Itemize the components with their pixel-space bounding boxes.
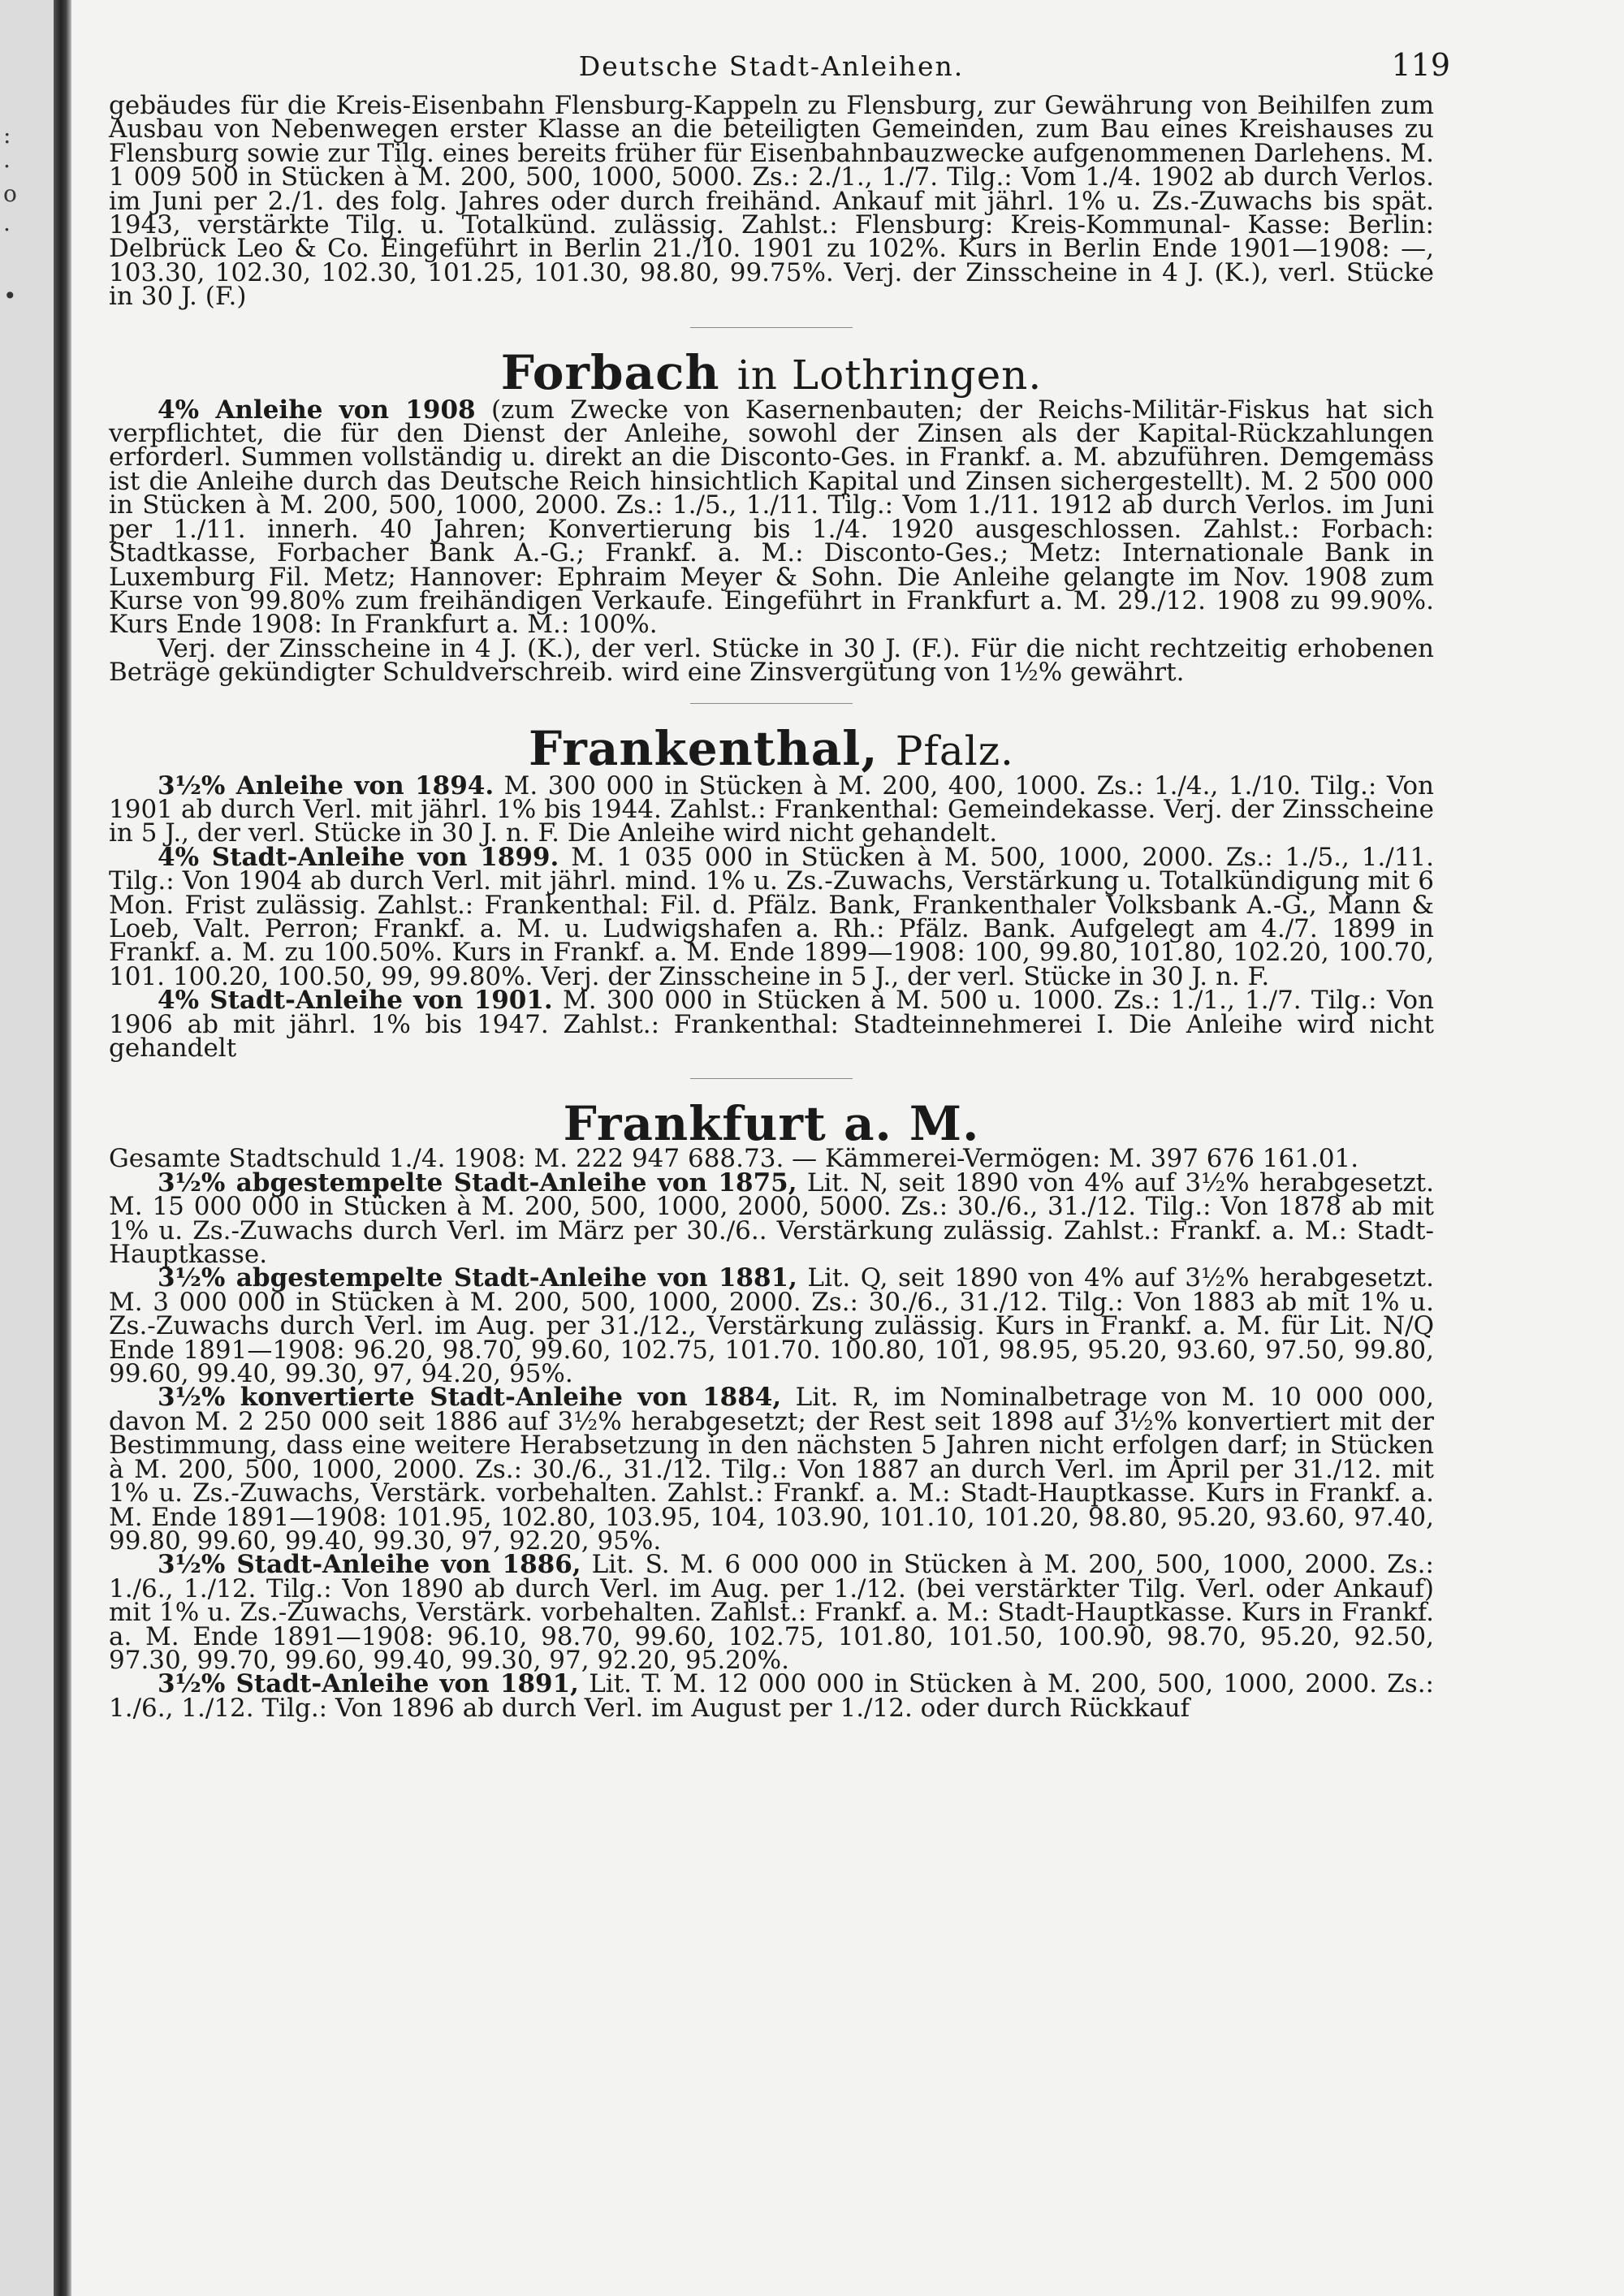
paragraph-body: M. 1 035 000 in Stücken à M. 500, 1000, 2000. Zs.: 1./5., 1./11. Tilg.: Von 1904 ab durch Verl. mit jährl. mind. 1% u. Zs.-Zuwachs, Verstärkung u. Totalkündigung mit 6 Mon. Frist zulässig. Zahlst.: Frankenthal: Fil. d. Pfälz. Bank, Frankenthaler Volksbank A.-G., Mann & Loeb, Valt. Perron; Frankf. a. M. u. Ludwigshafen a. Rh.: Pfälz. Bank. Aufgelegt am 4./7. 1899 in Frankf. a. M. zu 100.50%. Kurs in Frankf. a. M. Ende 1899—1908: 100, 99.80, 101.80, 102.20, 100.70, 101. 100.20, 100.50, 99, 99.80%. Verj. der Zinsscheine in 5 J., der verl. Stücke in 30 J. n. F. xyxy=(109,842,1434,991)
bond-title: 3½% Anleihe von 1894. xyxy=(158,770,495,801)
paragraph-body: Lit. N, seit 1890 von 4% auf 3½% herabgesetzt. M. 15 000 000 in Stücken à M. 200, 500, 1000, 2000, 5000. Zs.: 30./6., 31./12. Tilg.: Von 1878 ab mit 1% u. Zs.-Zuwachs durch Verl. im März per 30./6.. Verstärkung zulässig. Zahlst.: Frankf. a. M.: Stadt-Hauptkasse. xyxy=(109,1167,1434,1270)
paragraph-body: (zum Zwecke von Kasernenbauten; der Reichs-Militär-Fiskus hat sich verpflichtet, die für den Dienst der Anleihe, sowohl der Zinsen als der Kapital-Rückzahlungen erforderl. Summen vollständig u. direkt an die Disconto-Ges. in Frankf. a. M. abzuführen. Demgemäss ist die Anleihe durch das Deutsche Reich hinsichtlich Kapital und Zinsen sichergestellt). M. 2 500 000 in Stücken à M. 200, 500, 1000, 2000. Zs.: 1./5., 1./11. Tilg.: Vom 1./11. 1912 ab durch Verlos. im Juni per 1./11. innerh. 40 Jahren; Konvertierung bis 1./4. 1920 ausgeschlossen. Zahlst.: Forbach: Stadtkasse, Forbacher Bank A.-G.; Frankf. a. M.: Disconto-Ges.; Metz: Internationale Bank in Luxemburg Fil. Metz; Hannover: Ephraim Meyer & Sohn. Die Anleihe gelangte im Nov. 1908 zum Kurse von 99.80% zum freihändigen Verkaufe. Eingeführt in Frankfurt a. M. 29./12. 1908 zu 99.90%. Kurs Ende 1908: In Frankfurt a. M.: 100%. xyxy=(109,395,1434,640)
section-divider xyxy=(690,327,853,328)
margin-mark: . xyxy=(3,209,11,236)
section-divider xyxy=(690,1078,853,1079)
adjacent-page-edge xyxy=(0,0,54,2296)
bond-title: 4% Stadt-Anleihe von 1899. xyxy=(158,842,559,872)
bond-title: 3½% Stadt-Anleihe von 1891, xyxy=(158,1669,579,1699)
paragraph-body: Lit. R, im Nominalbetrage von M. 10 000 000, davon M. 2 250 000 seit 1886 auf 3½% herabgesetzt; der Rest seit 1898 auf 3½% konvertiert mit der Bestimmung, dass eine weitere Herabsetzung in den nächsten 5 Jahren nicht erfolgen darf; in Stücken à M. 200, 500, 1000, 2000. Zs.: 30./6., 31./12. Tilg.: Von 1887 an durch Verl. im April per 31./12. mit 1% u. Zs.-Zuwachs, Verstärk. vorbehalten. Zahlst.: Frankf. a. M.: Stadt-Hauptkasse. Kurs in Frankf. a. M. Ende 1891—1908: 101.95, 102.80, 103.95, 104, 103.90, 101.10, 101.20, 98.80, 95.20, 93.60, 97.40, 99.80, 99.60, 99.40, 99.30, 97, 92.20, 95%. xyxy=(109,1383,1434,1556)
heading-sub: Pfalz. xyxy=(895,727,1014,775)
paragraph xyxy=(109,770,1435,848)
page-number: 119 xyxy=(1391,47,1450,83)
margin-mark: : xyxy=(3,122,11,149)
running-header-title: Deutsche Stadt-Anleihen. xyxy=(578,50,965,82)
paragraph xyxy=(109,842,1434,991)
paragraph xyxy=(109,986,1434,1063)
running-header xyxy=(109,45,1450,94)
paragraph-body: M. 300 000 in Stücken à M. 500 u. 1000. Zs.: 1./1., 1./7. Tilg.: Von 1906 ab mit jährl. 1% bis 1947. Zahlst.: Frankenthal: Stadteinnehmerei I. Die Anleihe wird nicht gehandelt xyxy=(109,986,1434,1063)
document-page xyxy=(109,45,1450,1723)
heading-main: Frankenthal, xyxy=(529,720,879,776)
bond-title: 3½% abgestempelte Stadt-Anleihe von 1881, xyxy=(158,1263,797,1293)
bond-title: 4% Stadt-Anleihe von 1901. xyxy=(158,986,553,1016)
heading-main: Forbach xyxy=(500,344,720,400)
paragraph xyxy=(109,395,1434,640)
section-divider xyxy=(690,703,853,704)
paragraph-body: Lit. Q, seit 1890 von 4% auf 3½% herabgesetzt. M. 3 000 000 in Stücken à M. 200, 500, 1000, 2000. Zs.: 30./6., 31./12. Tilg.: Von 1883 ab mit 1% u. Zs.-Zuwachs durch Verl. im Aug. per 31./12., Verstärkung zulässig. Kurs in Frankf. a. M. für Lit. N/Q Ende 1891—1908: 96.20, 98.70, 99.60, 102.75, 101.70. 100.80, 101, 98.95, 95.20, 93.60, 97.50, 99.80, 99.60, 99.40, 99.30, 97, 94.20, 95%. xyxy=(109,1263,1434,1389)
paragraph xyxy=(109,1383,1434,1556)
margin-mark: • xyxy=(3,283,17,309)
paragraph-body: Lit. S. M. 6 000 000 in Stücken à M. 200, 500, 1000, 2000. Zs.: 1./6., 1./12. Tilg.: Von 1890 ab durch Verl. im Aug. per 1./12. (bei verstärkter Tilg. Verl. oder Ankauf) mit 1% u. Zs.-Zuwachs, Verstärk. vorbehalten. Zahlst.: Frankf. a. M.: Stadt-Hauptkasse. Kurs in Frankf. a. M. Ende 1891—1908: 96.10, 98.70, 99.60, 102.75, 101.80, 101.50, 100.90, 98.70, 95.20, 92.50, 97.30, 99.70, 99.60, 99.40, 99.30, 97, 92.20, 95.20%. xyxy=(109,1550,1434,1675)
section-heading-frankenthal xyxy=(109,720,1434,776)
heading-sub: in Lothringen. xyxy=(736,351,1043,399)
paragraph xyxy=(109,1550,1434,1675)
section-heading-forbach xyxy=(109,344,1434,400)
paragraph-body: M. 300 000 in Stücken à M. 200, 400, 1000. Zs.: 1./4., 1./10. Tilg.: Von 1901 ab durch Verl. mit jährl. 1% bis 1944. Zahlst.: Frankenthal: Gemeindekasse. Verj. der Zinsscheine in 5 J., der verl. Stücke in 30 J. n. F. Die Anleihe wird nicht gehandelt. xyxy=(109,770,1435,848)
bond-title: 3½% abgestempelte Stadt-Anleihe von 1875, xyxy=(158,1167,797,1198)
paragraph xyxy=(109,633,1434,688)
paragraph-body: Lit. T. M. 12 000 000 in Stücken à M. 200, 500, 1000, 2000. Zs.: 1./6., 1./12. Tilg.: Von 1896 ab durch Verl. im August per 1./12. oder durch Rückkauf xyxy=(109,1669,1434,1723)
paragraph xyxy=(109,1669,1434,1723)
heading-main: Frankfurt a. M. xyxy=(563,1096,980,1152)
book-spine-shadow xyxy=(54,0,71,2296)
paragraph xyxy=(109,1263,1434,1389)
bond-title: 4% Anleihe von 1908 xyxy=(158,395,476,425)
paragraph xyxy=(109,1167,1434,1270)
margin-mark: o xyxy=(3,180,17,207)
margin-mark: . xyxy=(3,146,11,173)
section-intro: Gesamte Stadtschuld 1./4. 1908: M. 222 947 688.73. — Kämmerei-Vermögen: M. 397 676 161.01. xyxy=(109,1144,1359,1174)
continuation-paragraph: gebäudes für die Kreis-Eisenbahn Flensburg-Kappeln zu Flensburg, zur Gewährung von Beihilfen zum Ausbau von Nebenwegen erster Klasse an die beteiligten Gemeinden, zum Bau eines Kreishauses zu Flensburg sowie zur Tilg. eines bereits früher für Eisenbahnbauzwecke aufgenommenen Darlehens. M. 1 009 500 in Stücken à M. 200, 500, 1000, 5000. Zs.: 2./1., 1./7. Tilg.: Vom 1./4. 1902 ab durch Verlos. im Juni per 2./1. des folg. Jahres oder durch freihänd. Ankauf mit jährl. 1% u. Zs.-Zuwachs bis spät. 1943, verstärkte Tilg. u. Totalkünd. zulässig. Zahlst.: Flensburg: Kreis-Kommunal- Kasse: Berlin: Delbrück Leo & Co. Eingeführt in Berlin 21./10. 1901 zu 102%. Kurs in Berlin Ende 1901—1908: —, 103.30, 102.30, 102.30, 101.25, 101.30, 98.80, 99.75%. Verj. der Zinsscheine in 4 J. (K.), verl. Stücke in 30 J. (F.) xyxy=(109,91,1434,312)
paragraph-body: Verj. der Zinsscheine in 4 J. (K.), der verl. Stücke in 30 J. (F.). Für die nicht rechtzeitig erhobenen Beträge gekündigter Schuldverschreib. wird eine Zinsvergütung von 1½% gewährt. xyxy=(109,633,1434,688)
section-heading-frankfurt xyxy=(109,1096,1434,1152)
bond-title: 3½% Stadt-Anleihe von 1886, xyxy=(158,1550,581,1580)
bond-title: 3½% konvertierte Stadt-Anleihe von 1884, xyxy=(158,1383,782,1413)
